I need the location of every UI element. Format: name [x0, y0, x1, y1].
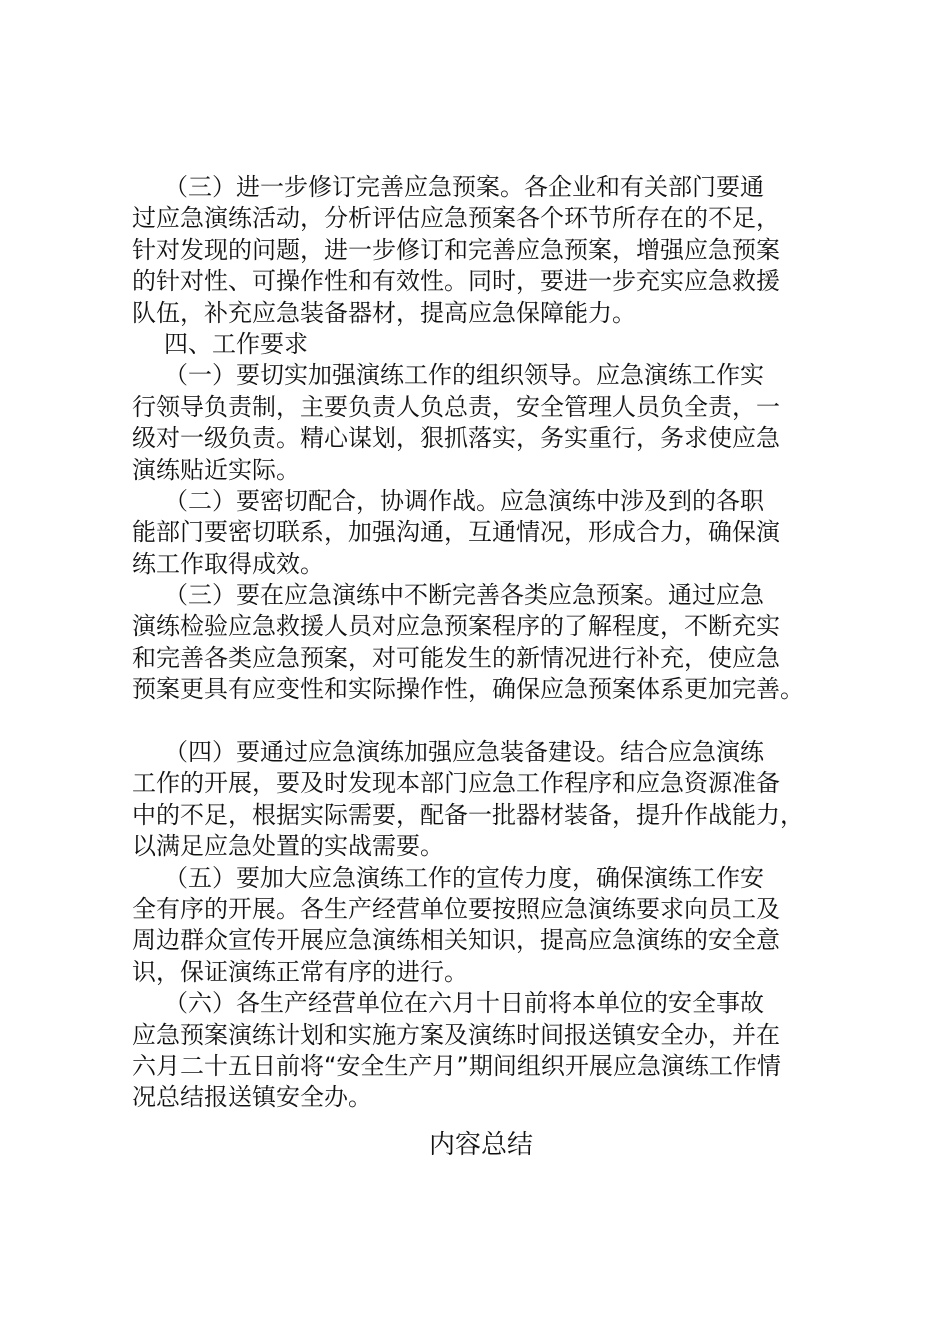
paragraph-line: （三）要在应急演练中不断完善各类应急预案。通过应急 [164, 581, 764, 610]
paragraph-line: 练工作取得成效。 [132, 549, 324, 578]
paragraph-line: （五）要加大应急演练工作的宣传力度，确保演练工作安 [164, 863, 764, 892]
paragraph-line: 中的不足，根据实际需要，配备一批器材装备，提升作战能力， [132, 800, 804, 829]
paragraph-line: 六月二十五日前将“安全生产月”期间组织开展应急演练工作情 [132, 1051, 781, 1080]
paragraph-line: 周边群众宣传开展应急演练相关知识，提高应急演练的安全意 [132, 926, 780, 955]
paragraph-line: （二）要密切配合，协调作战。应急演练中涉及到的各职 [164, 486, 764, 515]
paragraph-line: 能部门要密切联系，加强沟通，互通情况，形成合力，确保演 [132, 518, 780, 547]
paragraph-line: 应急预案演练计划和实施方案及演练时间报送镇安全办，并在 [132, 1020, 780, 1049]
paragraph-line: 针对发现的问题，进一步修订和完善应急预案，增强应急预案 [132, 235, 780, 264]
paragraph-gap [132, 706, 844, 737]
paragraph-line: （六）各生产经营单位在六月十日前将本单位的安全事故 [164, 989, 764, 1018]
paragraph-line: （三）进一步修订完善应急预案。各企业和有关部门要通 [164, 173, 764, 201]
paragraph-line: 演练检验应急救援人员对应急预案程序的了解程度，不断充实 [132, 612, 780, 641]
paragraph-line: 预案更具有应变性和实际操作性，确保应急预案体系更加完善。 [132, 675, 804, 704]
paragraph-line: 工作的开展，要及时发现本部门应急工作程序和应急资源准备 [132, 769, 780, 798]
paragraph-line: 的针对性、可操作性和有效性。同时，要进一步充实应急救援 [132, 267, 780, 296]
paragraph-line: 演练贴近实际。 [132, 455, 300, 484]
paragraph-line: 队伍，补充应急装备器材，提高应急保障能力。 [132, 298, 636, 327]
paragraph-line: 过应急演练活动，分析评估应急预案各个环节所存在的不足， [132, 204, 780, 233]
paragraph-line: 和完善各类应急预案，对可能发生的新情况进行补充，使应急 [132, 643, 780, 672]
paragraph-line: （四）要通过应急演练加强应急装备建设。结合应急演练 [164, 738, 764, 767]
paragraph-line: 行领导负责制，主要负责人负总责，安全管理人员负全责，一 [132, 392, 780, 421]
paragraph-line: 识，保证演练正常有序的进行。 [132, 957, 468, 986]
section-heading: 四、工作要求 [164, 329, 308, 358]
summary-heading: 内容总结 [428, 1130, 533, 1160]
paragraph-line: （一）要切实加强演练工作的组织领导。应急演练工作实 [164, 361, 764, 390]
paragraph-line: 级对一级负责。精心谋划，狠抓落实，务实重行，务求使应急 [132, 424, 780, 453]
document-body [132, 172, 844, 1114]
paragraph-line: 全有序的开展。各生产经营单位要按照应急演练要求向员工及 [132, 894, 780, 923]
paragraph-line: 以满足应急处置的实战需要。 [132, 832, 444, 861]
paragraph-line: 况总结报送镇安全办。 [132, 1083, 372, 1112]
